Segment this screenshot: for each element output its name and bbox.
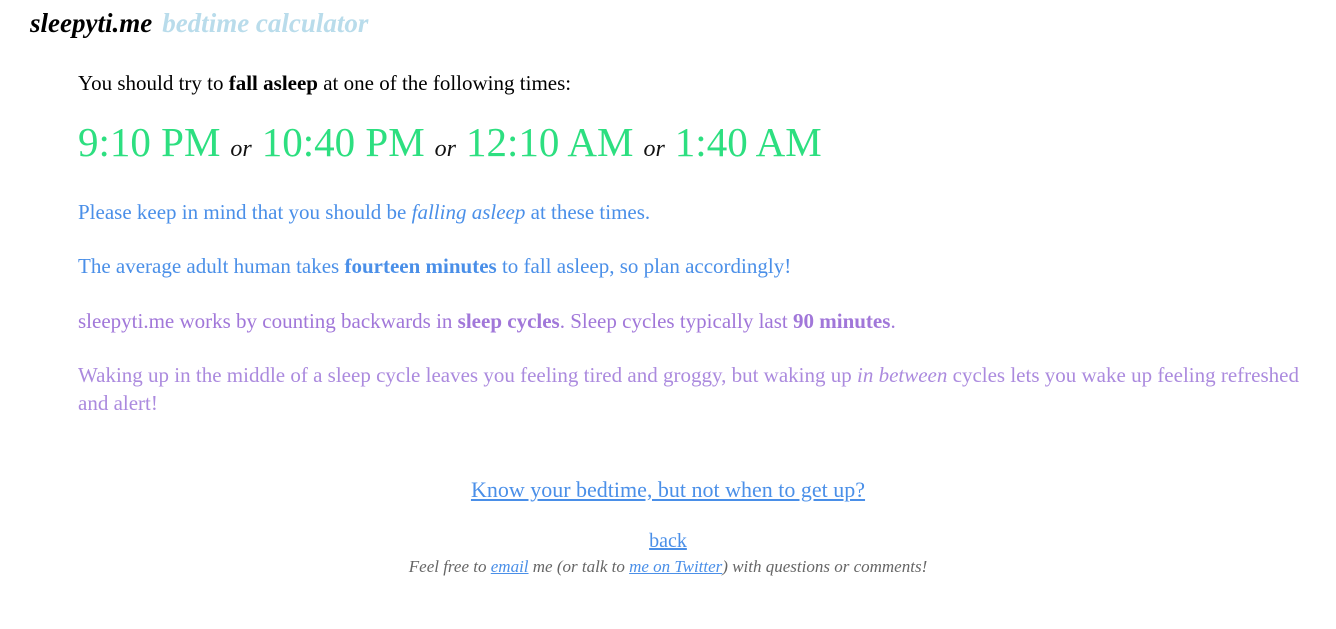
site-header <box>0 0 1336 39</box>
note-average-bold: fourteen minutes <box>344 254 497 279</box>
bottom-links <box>0 477 1336 578</box>
note-falling-asleep <box>78 198 1300 226</box>
back-link[interactable]: back <box>649 530 687 553</box>
bedtime-option-3: 12:10 AM <box>466 119 634 166</box>
note-cycles-bold-2: 90 minutes <box>793 308 891 333</box>
intro-text <box>78 69 1300 97</box>
back-row <box>0 530 1336 553</box>
twitter-link[interactable]: me on Twitter <box>629 557 723 577</box>
note-average-post: to fall asleep, so plan accordingly! <box>496 254 792 279</box>
note-cycles-post: . <box>890 308 896 333</box>
note-falling-post: at these times. <box>525 200 651 225</box>
or-separator: or <box>643 136 665 163</box>
bedtime-option-2: 10:40 PM <box>261 119 425 166</box>
note-cycles-pre: sleepyti.me works by counting backwards in <box>78 308 458 333</box>
content <box>0 69 1336 417</box>
email-link[interactable]: email <box>490 557 529 577</box>
footer-pre: Feel free to <box>408 557 491 577</box>
note-falling-italic: falling asleep <box>411 200 526 225</box>
footer-note <box>0 556 1336 578</box>
site-brand: sleepyti.me <box>30 8 153 38</box>
note-cycles-bold-1: sleep cycles <box>457 308 560 333</box>
or-separator: or <box>434 136 456 163</box>
bedtime-options <box>78 119 1300 166</box>
note-sleep-cycles <box>78 307 1300 335</box>
know-bedtime-row <box>0 477 1336 502</box>
note-average-pre: The average adult human takes <box>78 254 345 279</box>
footer-mid: me (or talk to <box>528 557 630 577</box>
note-average-human <box>78 252 1300 280</box>
note-waking-italic: in between <box>856 362 948 387</box>
bedtime-option-4: 1:40 AM <box>674 119 822 166</box>
or-separator: or <box>230 136 252 163</box>
intro-fall-asleep-bold: fall asleep <box>228 71 318 96</box>
note-cycles-mid: . Sleep cycles typically last <box>559 308 793 333</box>
note-waking-pre: Waking up in the middle of a sleep cycle leaves you feeling tired and groggy, but waking up <box>78 362 857 387</box>
bedtime-option-1: 9:10 PM <box>78 119 221 166</box>
note-waking-post: cycles lets you wake up feeling refreshed and alert! <box>78 362 1299 415</box>
note-waking-middle <box>78 361 1300 417</box>
note-falling-pre: Please keep in mind that you should be <box>78 200 412 225</box>
intro-pre: You should try to <box>78 71 229 96</box>
know-bedtime-link[interactable]: Know your bedtime, but not when to get up? <box>470 476 866 502</box>
site-tagline: bedtime calculator <box>162 8 369 38</box>
footer-post: ) with questions or comments! <box>722 557 928 577</box>
intro-post: at one of the following times: <box>317 71 572 96</box>
